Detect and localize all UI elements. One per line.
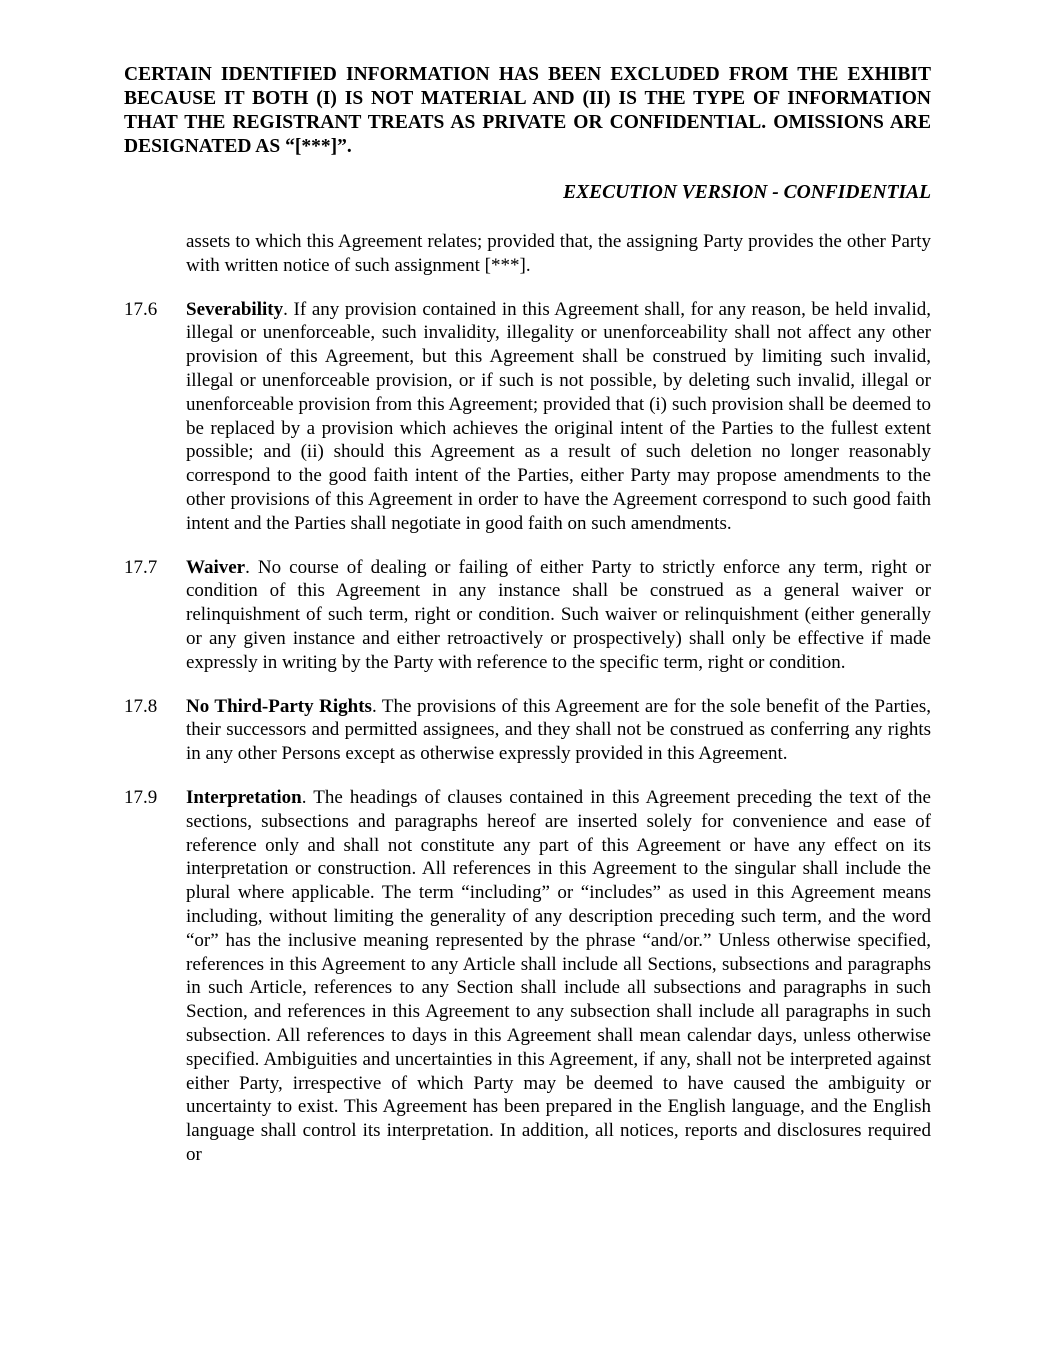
confidentiality-notice: CERTAIN IDENTIFIED INFORMATION HAS BEEN EXCLUDED FROM THE EXHIBIT BECAUSE IT BOTH (I) IS NOT MATERIAL AND (II) IS THE TYPE OF INFORMATION THAT THE REGISTRANT TREATS AS PRIVATE OR CONFIDENTIAL. OMISSIONS ARE DESIGNATED AS “[***]”. xyxy=(124,64,931,157)
clause-17-7 xyxy=(124,556,931,675)
clause-body xyxy=(186,298,931,536)
clause-number: 17.9 xyxy=(124,786,158,808)
clause-title: No Third-Party Rights xyxy=(186,695,372,717)
clause-body xyxy=(186,786,931,1167)
clause-number: 17.6 xyxy=(124,298,158,320)
clause-title: Waiver xyxy=(186,556,246,578)
document-body xyxy=(124,230,931,1187)
clause-text: . The headings of clauses contained in this Agreement preceding the text of the sections, subsections and paragraphs hereof are inserted solely for convenience and ease of reference only and shall not constitute any part of this Agreement or have any effect on its interpretation or construction. All references in this Agreement to the singular shall include the plural where applicable. The term “including” or “includes” as used in this Agreement means including, without limiting the generality of any description preceding such term, and the word “or” has the inclusive meaning represented by the phrase “and/or.” Unless otherwise specified, references in this Agreement to any Article shall include all Sections, subsections and paragraphs in such Article, references to any Section shall include all subsections and paragraphs in such Section, and references in this Agreement to any subsection shall include all paragraphs in such subsection. All references to days in this Agreement shall mean calendar days, unless otherwise specified. Ambiguities and uncertainties in this Agreement, if any, shall not be interpreted against either Party, irrespective of which Party may be deemed to have caused the ambiguity or uncertainty to exist. This Agreement has been prepared in the English language, and the English language shall control its interpretation. In addition, all notices, reports and disclosures required or xyxy=(186,786,931,1165)
clause-text: . No course of dealing or failing of either Party to strictly enforce any term, right or condition of this Agreement in any instance shall be construed as a general waiver or relinquishment of such term, right or condition. Such waiver or relinquishment (either generally or any given instance and either retroactively or prospectively) shall only be effective if made expressly in writing by the Party with reference to the specific term, right or condition. xyxy=(186,556,931,673)
clause-17-6 xyxy=(124,298,931,536)
continuation-paragraph: assets to which this Agreement relates; provided that, the assigning Party provides the other Party with written notice of such assignment [***]. xyxy=(186,231,931,276)
clause-title: Severability xyxy=(186,298,284,320)
clause-number: 17.7 xyxy=(124,556,158,578)
clause-title: Interpretation xyxy=(186,786,302,808)
clause-text: . If any provision contained in this Agreement shall, for any reason, be held invalid, illegal or unenforceable, such invalidity, illegality or unenforceability shall not affect any other provision of this Agreement, but this Agreement shall be construed by limiting such invalid, illegal or unenforceable provision, or if such is not possible, by deleting such invalid, illegal or unenforceable provision from this Agreement; provided that (i) such provision shall be deemed to be replaced by a provision which achieves the original intent of the Parties to the fullest extent possible; and (ii) should this Agreement as a result of such deletion no longer reasonably correspond to the good faith intent of the Parties, either Party may propose amendments to the other provisions of this Agreement in order to have the Agreement correspond to such good faith intent and the Parties shall negotiate in good faith on such amendments. xyxy=(186,298,931,534)
clause-17-9 xyxy=(124,786,931,1167)
clause-body xyxy=(186,556,931,675)
execution-version-label: EXECUTION VERSION - CONFIDENTIAL xyxy=(563,182,931,203)
clause-number: 17.8 xyxy=(124,695,158,717)
clause-body xyxy=(186,695,931,766)
clause-17-8 xyxy=(124,695,931,766)
clause-text: . The provisions of this Agreement are for the sole benefit of the Parties, their successors and permitted assignees, and they shall not be construed as conferring any rights in any other Persons except as otherwise expressly provided in this Agreement. xyxy=(186,695,931,765)
